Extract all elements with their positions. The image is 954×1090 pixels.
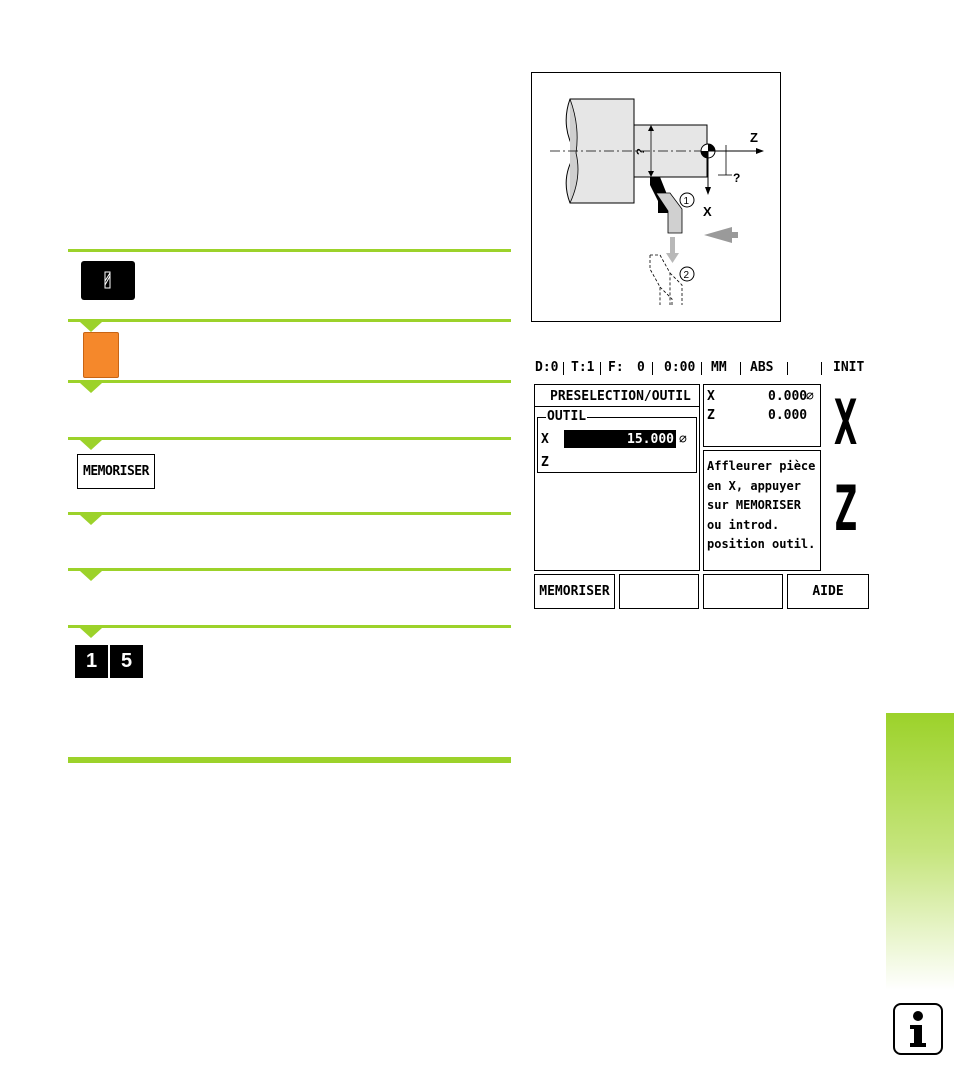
step-arrow	[80, 515, 102, 525]
tool-x-input[interactable]: 15.000	[564, 430, 676, 448]
offset-question-label: ?	[733, 171, 741, 185]
status-time: 0:00	[664, 360, 696, 375]
z-axis-label: Z	[750, 130, 758, 145]
step-separator	[68, 568, 511, 571]
step-separator	[68, 380, 511, 383]
diameter-icon: ⌀	[806, 389, 814, 404]
position-2-label: 2	[683, 270, 690, 281]
step-arrow	[80, 440, 102, 450]
numeric-key-1: 1	[75, 645, 108, 678]
status-unit: MM	[711, 360, 727, 375]
help-line: ou introd.	[707, 517, 780, 532]
axis-z-large: Z	[834, 472, 858, 545]
step-arrow	[80, 571, 102, 581]
status-feed-value: 0	[637, 360, 645, 375]
x-axis-label: X	[703, 204, 712, 219]
help-text	[707, 457, 815, 555]
status-divider	[600, 362, 601, 375]
numeric-key-5: 5	[110, 645, 143, 678]
title-underline	[534, 406, 700, 407]
status-datum: D:0	[535, 360, 559, 375]
info-glyph	[895, 1005, 941, 1053]
section-end-bar	[68, 757, 511, 763]
memoriser-softkey[interactable]: MEMORISER	[534, 574, 615, 609]
help-line: Affleurer pièce	[707, 459, 816, 473]
diameter-question-label: ?	[635, 148, 647, 155]
status-divider	[652, 362, 653, 375]
position-z-label: Z	[707, 408, 715, 423]
preset-panel-title: PRESELECTION/OUTIL	[550, 389, 691, 404]
preset-x-label: X	[541, 432, 549, 447]
status-divider	[701, 362, 702, 375]
diameter-icon: ⌀	[679, 432, 687, 447]
step-arrow	[80, 322, 102, 332]
chapter-tab	[886, 713, 954, 990]
memoriser-key: MEMORISER	[77, 454, 155, 489]
status-mode: ABS	[750, 360, 774, 375]
status-divider	[787, 362, 788, 375]
tool-key	[81, 261, 135, 300]
status-init: INIT	[833, 360, 865, 375]
softkey-2[interactable]	[619, 574, 699, 609]
step-separator	[68, 625, 511, 628]
help-line: en X, appuyer	[707, 478, 801, 493]
lathe-diagram	[532, 73, 780, 321]
outil-group-label: OUTIL	[547, 409, 587, 424]
status-divider	[821, 362, 822, 375]
position-x-value: 0.000	[768, 389, 808, 404]
aide-softkey[interactable]: AIDE	[787, 574, 869, 609]
help-line: sur MEMORISER	[707, 498, 801, 512]
preset-z-label: Z	[541, 455, 549, 470]
status-feed-label: F:	[608, 360, 624, 375]
status-divider	[740, 362, 741, 375]
step-separator	[68, 249, 511, 252]
step-separator	[68, 437, 511, 440]
status-divider	[563, 362, 564, 375]
step-separator	[68, 319, 511, 322]
step-separator	[68, 512, 511, 515]
position-x-label: X	[707, 389, 715, 404]
info-icon	[893, 1003, 943, 1055]
tool-icon	[81, 261, 135, 300]
step-arrow	[80, 628, 102, 638]
position-1-label: 1	[683, 196, 690, 207]
turning-illustration	[531, 72, 781, 322]
status-tool: T:1	[571, 360, 595, 375]
position-z-value: 0.000	[768, 408, 808, 423]
softkey-3[interactable]	[703, 574, 783, 609]
axis-x-large: X	[834, 386, 858, 459]
step-arrow	[80, 383, 102, 393]
help-line: position outil.	[707, 537, 816, 551]
enter-key	[83, 332, 119, 378]
